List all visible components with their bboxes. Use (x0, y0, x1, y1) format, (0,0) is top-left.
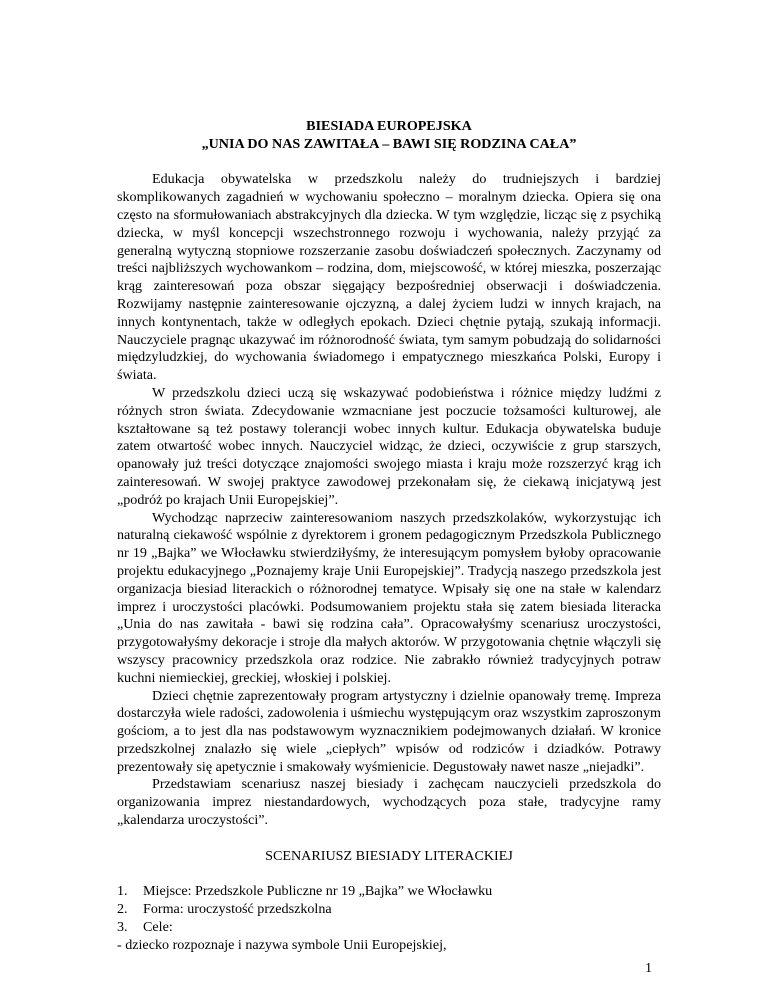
page-number: 1 (645, 960, 653, 976)
list-item-number: 1. (117, 883, 128, 900)
spacer (117, 830, 661, 848)
paragraph-4: Dzieci chętnie zaprezentowały program artystyczny i dzielnie opanowały tremę. Impreza dostarczyła wiele radości, zadowolenia i uśmiechu występującym oraz wszystkim zaproszonym gościom, a to jest dla nas podstawowym wyznacznikiem podejmowanych działań. W kronice przedszkolnej znalazło się wiele „ciepłych” wpisów od rodziców i dziadków. Potrawy prezentowały się apetycznie i smakowały wyśmienicie. Degustowały nawet nasze „niejadki”. (117, 687, 661, 775)
list-item-text: Miejsce: Przedszkole Publiczne nr 19 „Bajka” we Włocławku (143, 883, 493, 900)
paragraph-1: Edukacja obywatelska w przedszkolu należy do trudniejszych i bardziej skomplikowanych zagadnień w wychowaniu społeczno – moralnym dziecka. Opiera się ona często na sformułowaniach abstrakcyjnych dla dziecka. W tym względzie, licząc się z psychiką dziecka, w myśl koncepcji wszechstronnego rozwoju i wychowania, należy przyjąć za generalną wytyczną stopniowe rozszerzanie zasobu doświadczeń społecznych. Zaczynamy od treści najbliższych wychowankom – rodzina, dom, miejscowość, w której mieszka, poszerzając krąg zainteresowań poza obszar sięgający bezpośredniej obserwacji i doświadczenia. Rozwijamy następnie zainteresowanie ojczyzną, a dalej życiem ludzi w innych krajach, na innych kontynentach, także w odległych epokach. Dzieci chętnie pytają, szukają informacji. Nauczyciele pragnąc ukazywać im różnorodność świata, tym samym pobudzają do solidarności międzyludzkiej, do wychowania świadomego i empatycznego mieszkańca Polski, Europy i świata. (117, 171, 661, 384)
list-item (117, 883, 661, 901)
list-item-text: Cele: (143, 918, 173, 935)
list-item-number: 2. (117, 901, 128, 918)
document-title-line-2: „UNIA DO NAS ZAWITAŁA – BAWI SIĘ RODZINA CAŁA” (201, 135, 577, 152)
paragraph-2: W przedszkolu dzieci uczą się wskazywać podobieństwa i różnice między ludźmi z różnych stron świata. Zdecydowanie wzmacniane jest poczucie tożsamości kulturowej, ale kształtowane są też postawy tolerancji wobec innych kultur. Edukacja obywatelska buduje zatem otwartość wobec innych. Nauczyciel widząc, że dzieci, oczywiście z grup starszych, opanowały już treści dotyczące znajomości swojego miasta i kraju może rozszerzyć krąg ich zainteresowań. W swojej praktyce zawodowej przekonałam się, że ciekawą inicjatywą jest „podróż po krajach Unii Europejskiej”. (117, 384, 661, 508)
scenario-list (117, 883, 661, 936)
list-item (117, 919, 661, 937)
list-item-text: Forma: uroczystość przedszkolna (143, 901, 332, 918)
spacer (117, 865, 661, 883)
section-title: SCENARIUSZ BIESIADY LITERACKIEJ (265, 847, 513, 864)
list-item-number: 3. (117, 918, 128, 935)
paragraph-3: Wychodząc naprzeciw zainteresowaniom naszych przedszkolaków, wykorzystując ich naturalną ciekawość wspólnie z dyrektorem i gronem pedagogicznym Przedszkola Publicznego nr 19 „Bajka” we Włocławku stwierdziłyśmy, że interesującym pomysłem byłoby opracowanie projektu edukacyjnego „Poznajemy kraje Unii Europejskiej”. Tradycją naszego przedszkola jest organizacja biesiad literackich o różnorodnej tematyce. Wpisały się one na stałe w kalendarz imprez i uroczystości placówki. Podsumowaniem projektu stała się zatem biesiada literacka „Unia do nas zawitała - bawi się rodzina cała”. Opracowałyśmy scenariusz uroczystości, przygotowałyśmy dekoracje i stroje dla małych aktorów. W przygotowania chętnie włączyli się wszyscy pracownicy przedszkola oraz rodzice. Nie zabrakło również tradycyjnych potraw kuchni niemieckiej, greckiej, włoskiej i polskiej. (117, 509, 661, 686)
goal-line: - dziecko rozpoznaje i nazywa symbole Unii Europejskiej, (117, 936, 447, 953)
document-body (117, 118, 661, 954)
list-item (117, 901, 661, 919)
spacer (117, 154, 661, 172)
paragraph-5: Przedstawiam scenariusz naszej biesiady i zachęcam nauczycieli przedszkola do organizowania imprez niestandardowych, wychodzących poza stałe, tradycyjne ramy „kalendarza uroczystości”. (117, 776, 661, 829)
document-title-line-1: BIESIADA EUROPEJSKA (306, 118, 472, 134)
